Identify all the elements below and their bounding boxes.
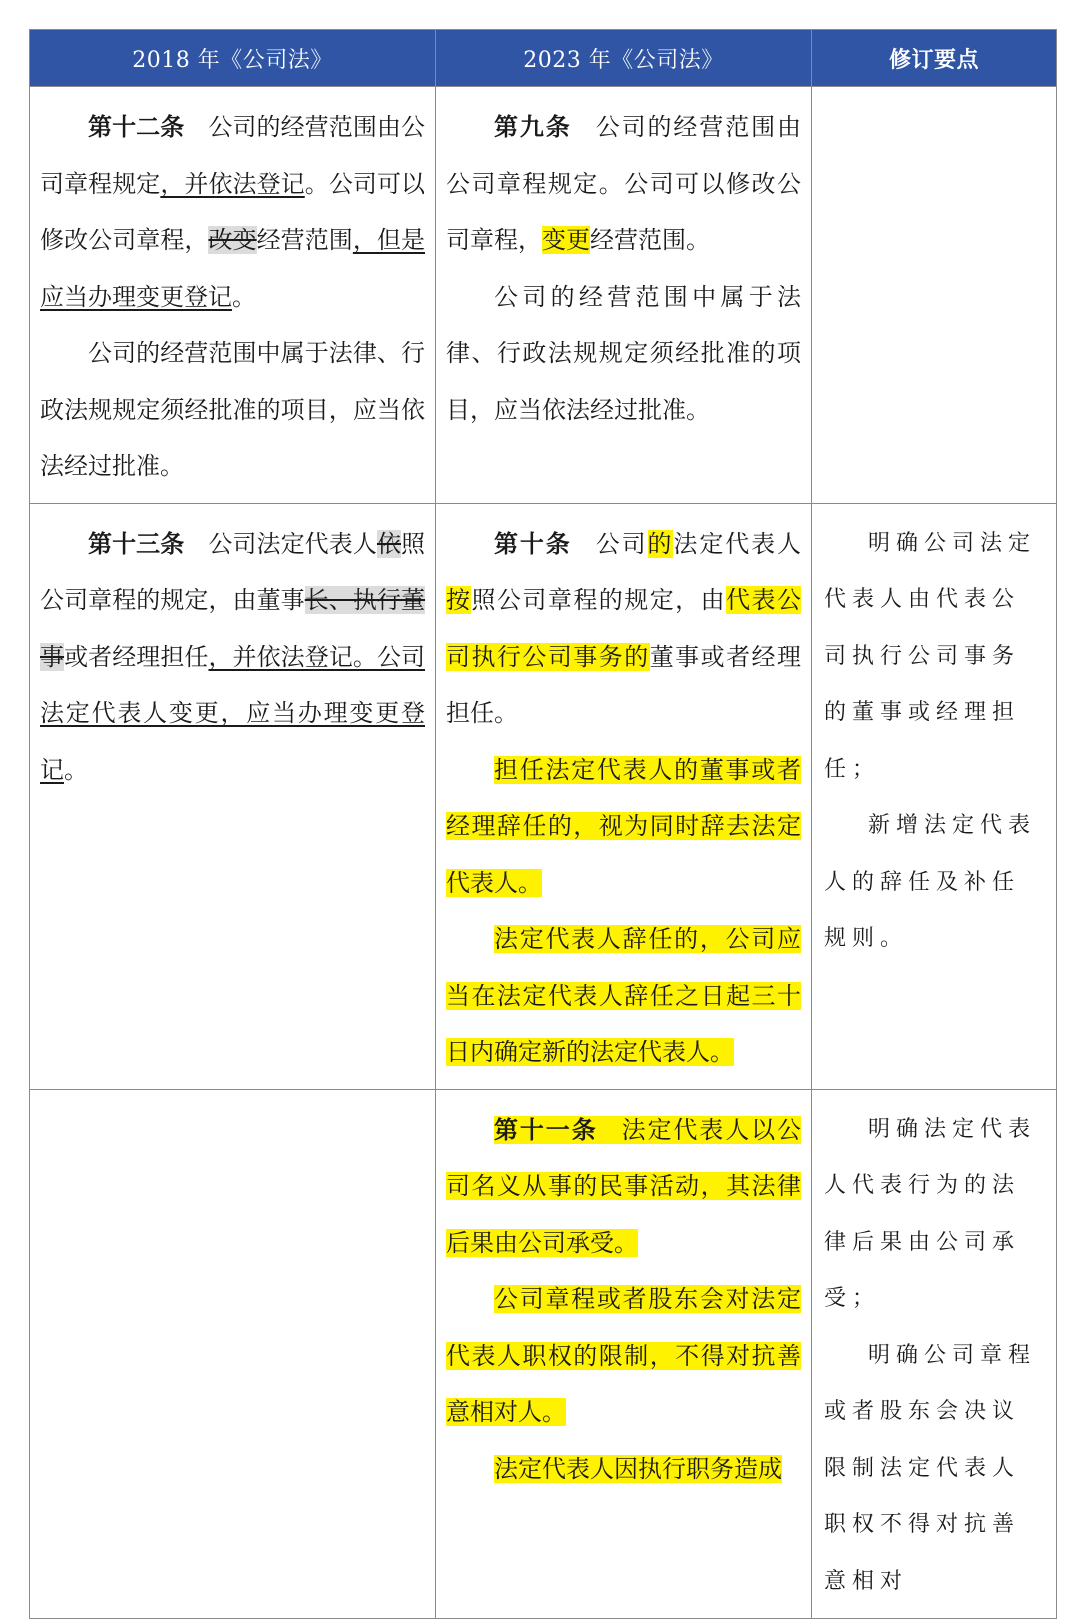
new-law-paragraph (446, 911, 801, 1081)
text-run: 法定代表人 (673, 529, 802, 558)
text-run: 经营范围 (256, 226, 353, 254)
old-law-cell (30, 1089, 436, 1619)
article-number: 第十条 (494, 528, 572, 558)
header-2018-law: 2018 年《公司法》 (30, 30, 436, 87)
article-number: 第九条 (494, 112, 572, 141)
revision-note (812, 87, 1056, 107)
highlighted-text: 担任法定代表人的董事或者经理辞任的，视为同时辞去法定代表人。 (446, 755, 801, 897)
article-number: 第十一条 (494, 1114, 598, 1144)
highlighted-text: 的 (647, 529, 674, 558)
text-run: 照公司章程的规定，由 (471, 586, 727, 614)
text-run: 。 (232, 282, 256, 311)
text-run: 公司法定代表人 (208, 529, 377, 558)
empty-cell (30, 1090, 435, 1110)
text-run: 照公司章程的规定，由董事 (40, 529, 426, 614)
revision-note: 新增法定代表人的辞任及补任规则。 (824, 813, 1037, 951)
table-row (30, 503, 1057, 1089)
text-run: 公司的经营范围由公司章程规定。公司可以修改公司章程， (446, 113, 802, 254)
new-law-paragraph (446, 742, 801, 912)
deleted-text: 依 (376, 529, 402, 558)
revision-note: 明确法定代表人代表行为的法律后果由公司承受； (824, 1116, 1037, 1311)
table-row (30, 1089, 1057, 1619)
deleted-text: 改变 (208, 226, 257, 254)
deleted-text: 长、执行董事 (40, 586, 426, 671)
revision-note-cell (812, 1089, 1057, 1619)
new-law-paragraph (446, 1102, 801, 1272)
new-law-paragraph: 公司的经营范围中属于法律、行政法规规定须经批准的项目，应当依法经过批准。 (446, 282, 801, 424)
new-law-paragraph (446, 1441, 801, 1498)
underlined-text: ，并依法登记 (160, 169, 305, 198)
text-run: 。 (64, 755, 88, 784)
header-2023-law: 2023 年《公司法》 (436, 30, 812, 87)
highlighted-text: 法定代表人以公司名义从事的民事活动，其法律后果由公司承受。 (446, 1115, 802, 1257)
revision-note-cell (812, 87, 1057, 504)
new-law-paragraph (446, 1271, 801, 1441)
table-row (30, 87, 1057, 504)
text-run: 公司的经营范围由公司章程规定 (40, 113, 426, 198)
underlined-text: ，并依法登记。公司法定代表人变更，应当办理变更登记 (40, 642, 426, 784)
text-run: 经营范围。 (590, 226, 710, 254)
table-header-row (30, 30, 1057, 87)
article-number: 第十二条 (88, 112, 185, 141)
text-run: 董事或者经理担任。 (446, 642, 802, 727)
revision-note: 明确公司法定代表人由代表公司执行公司事务的董事或经理担任； (824, 530, 1037, 782)
new-law-cell (436, 503, 812, 1089)
text-run: 或者经理担任 (64, 642, 209, 671)
old-law-cell (30, 87, 436, 504)
new-law-paragraph (446, 516, 801, 742)
old-law-paragraph: 公司的经营范围中属于法律、行政法规规定须经批准的项目，应当依法经过批准。 (40, 339, 425, 480)
text-run: 公司 (595, 529, 648, 558)
highlighted-text: 法定代表人因执行职务造成 (494, 1454, 782, 1483)
old-law-paragraph (40, 516, 425, 799)
highlighted-text: 变更 (542, 226, 590, 254)
revision-note-cell (812, 503, 1057, 1089)
article-number: 第十三条 (88, 528, 185, 558)
old-law-cell (30, 503, 436, 1089)
revision-note: 明确公司章程或者股东会决议限制法定代表人职权不得对抗善意相对 (824, 1342, 1037, 1594)
highlighted-text: 代表公司执行公司事务的 (446, 586, 802, 671)
highlighted-text: 公司章程或者股东会对法定代表人职权的限制，不得对抗善意相对人。 (446, 1285, 801, 1426)
header-revision-points: 修订要点 (812, 30, 1057, 87)
new-law-cell (436, 1089, 812, 1619)
new-law-paragraph (446, 99, 801, 269)
highlighted-text: 法定代表人辞任的，公司应当在法定代表人辞任之日起三十日内确定新的法定代表人。 (446, 925, 801, 1066)
law-comparison-table (29, 29, 1057, 1619)
old-law-paragraph (40, 99, 425, 325)
new-law-cell (436, 87, 812, 504)
text-run: 。公司可以修改公司章程， (40, 169, 426, 254)
underlined-text: ，但是应当办理变更登记 (40, 226, 426, 311)
highlighted-text: 按 (446, 586, 472, 614)
